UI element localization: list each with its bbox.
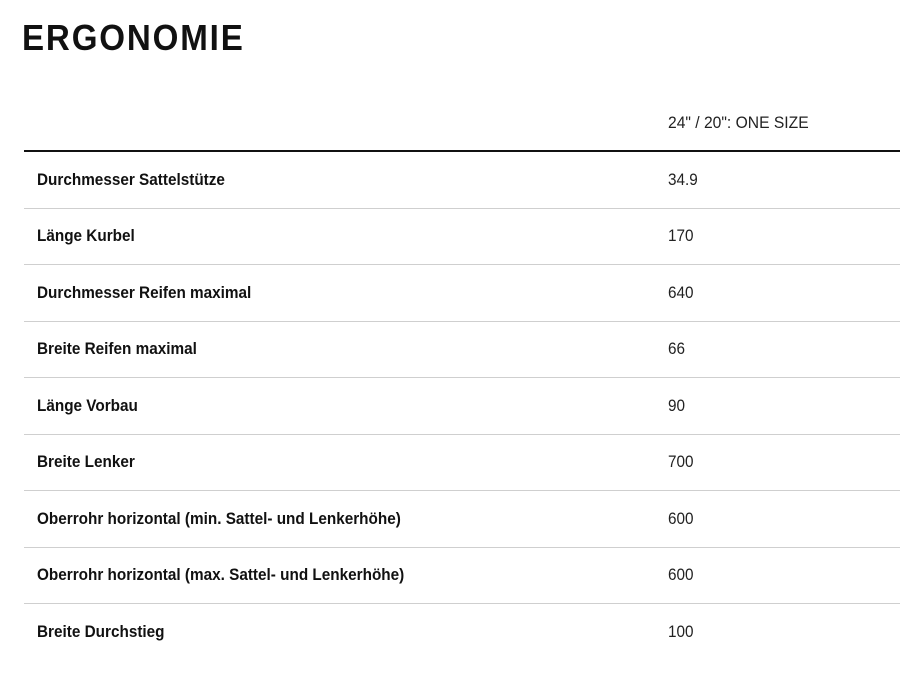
row-value-cell <box>668 321 900 378</box>
row-label: Durchmesser Reifen maximal <box>37 282 252 302</box>
row-value: 90 <box>668 395 686 415</box>
table-row <box>24 151 900 208</box>
row-value: 100 <box>668 621 694 641</box>
header-label-cell <box>24 96 668 151</box>
row-value: 170 <box>668 226 694 246</box>
ergonomics-spec-table <box>24 96 900 660</box>
row-label: Länge Vorbau <box>37 395 138 415</box>
row-label: Breite Reifen maximal <box>37 339 197 359</box>
row-value-cell <box>668 604 900 660</box>
row-value-cell <box>668 491 900 548</box>
table-row <box>24 378 900 435</box>
row-value-cell <box>668 547 900 604</box>
table-row <box>24 434 900 491</box>
table-row <box>24 604 900 660</box>
row-label: Länge Kurbel <box>37 226 135 246</box>
row-label-cell <box>24 151 668 208</box>
row-value: 34.9 <box>668 169 698 189</box>
table-header-row <box>24 96 900 151</box>
header-size-label: 24" / 20": ONE SIZE <box>668 113 809 132</box>
row-value: 700 <box>668 452 694 472</box>
row-value-cell <box>668 151 900 208</box>
table-header <box>24 96 900 151</box>
row-value: 66 <box>668 339 686 359</box>
row-label-cell <box>24 434 668 491</box>
row-label-cell <box>24 378 668 435</box>
row-value: 640 <box>668 282 694 302</box>
row-value: 600 <box>668 508 694 528</box>
table-row <box>24 547 900 604</box>
row-value-cell <box>668 434 900 491</box>
row-label-cell <box>24 604 668 660</box>
row-label-cell <box>24 547 668 604</box>
table-row <box>24 491 900 548</box>
row-value-cell <box>668 208 900 265</box>
page-title: ERGONOMIE <box>22 17 245 58</box>
table-body <box>24 151 900 660</box>
row-label: Breite Durchstieg <box>37 621 165 641</box>
row-label-cell <box>24 208 668 265</box>
table-row <box>24 208 900 265</box>
row-label: Breite Lenker <box>37 452 135 472</box>
row-value: 600 <box>668 565 694 585</box>
row-label-cell <box>24 491 668 548</box>
row-label: Oberrohr horizontal (max. Sattel- und Lenkerhöhe) <box>37 565 405 585</box>
table-row <box>24 321 900 378</box>
row-value-cell <box>668 265 900 322</box>
row-label-cell <box>24 265 668 322</box>
row-value-cell <box>668 378 900 435</box>
row-label: Oberrohr horizontal (min. Sattel- und Lenkerhöhe) <box>37 508 401 528</box>
row-label: Durchmesser Sattelstütze <box>37 169 225 189</box>
table-row <box>24 265 900 322</box>
row-label-cell <box>24 321 668 378</box>
header-size-cell <box>668 96 900 151</box>
